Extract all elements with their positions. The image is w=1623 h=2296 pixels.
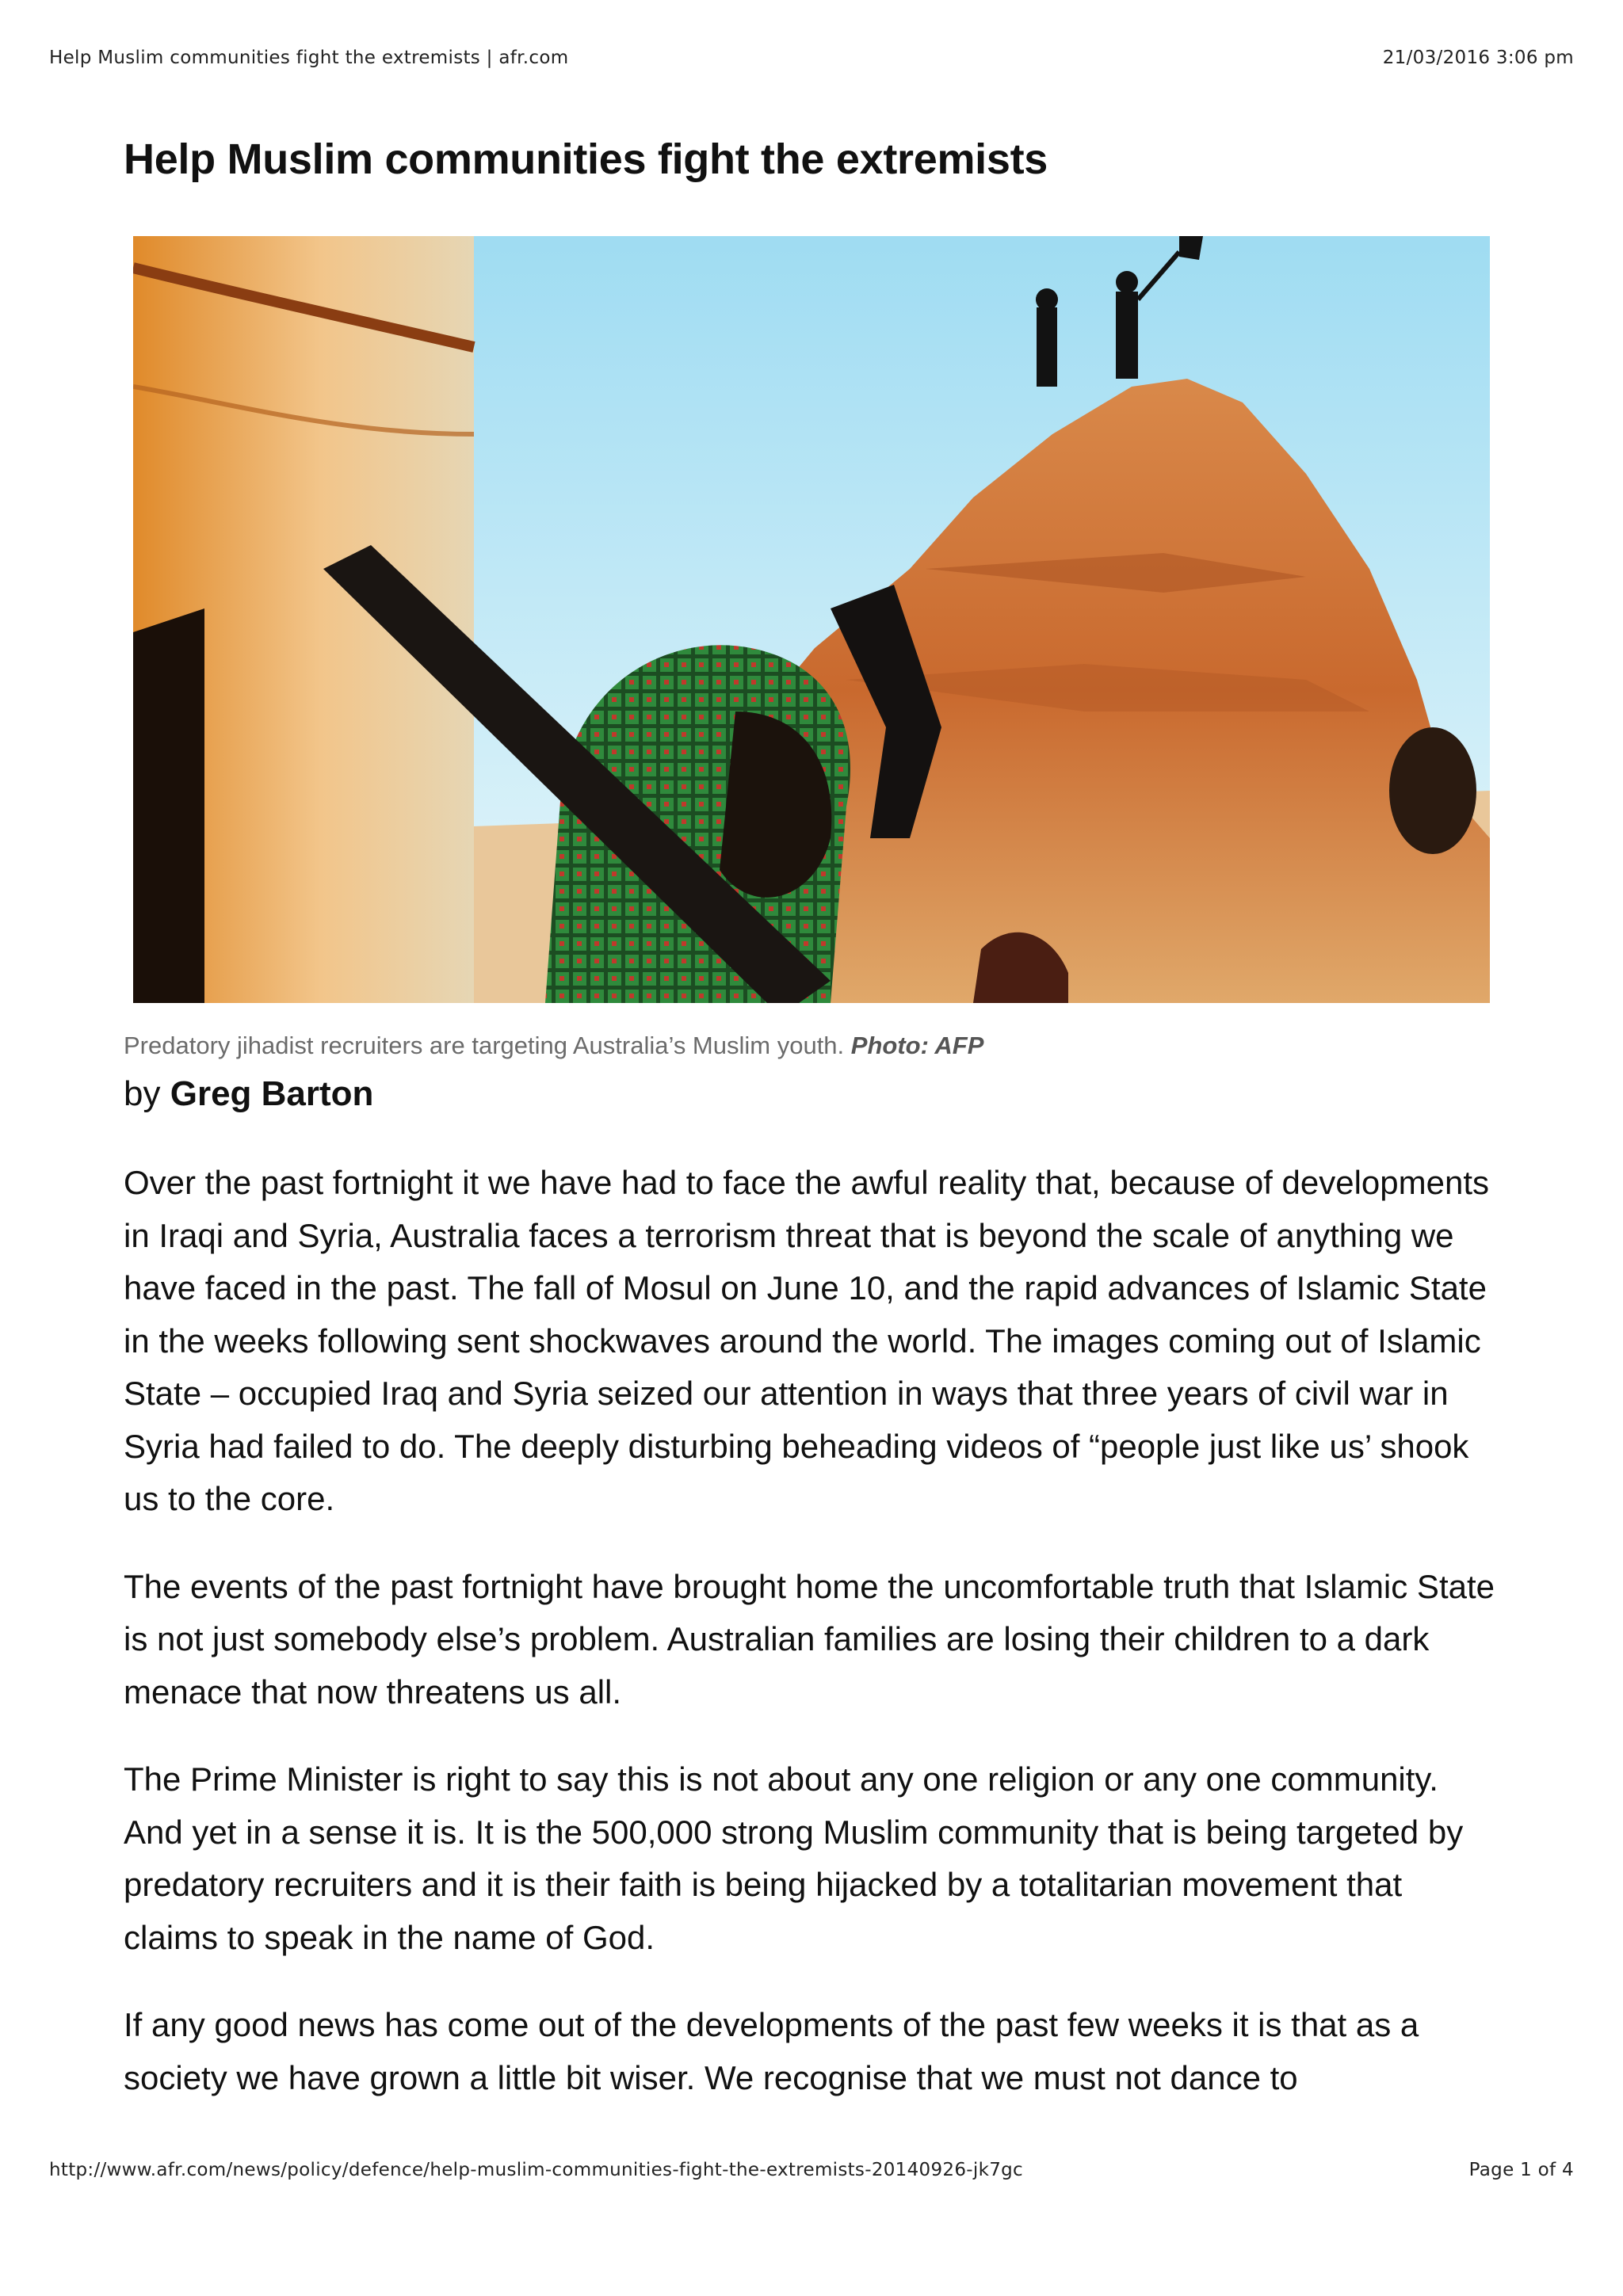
- print-datetime: 21/03/2016 3:06 pm: [1382, 48, 1574, 68]
- byline-prefix: by: [124, 1074, 161, 1113]
- print-footer: [49, 2160, 1574, 2180]
- print-url[interactable]: http://www.afr.com/news/policy/defence/help-muslim-communities-fight-the-extremists-20140926-jk7gc: [49, 2160, 1023, 2180]
- article-paragraph: The events of the past fortnight have brought home the uncomfortable truth that Islamic State is not just somebody else’s problem. Australian families are losing their children to a dark menace that now threatens us all.: [124, 1567, 1495, 1711]
- article-body: [124, 1157, 1503, 2139]
- photo-credit: Photo: AFP: [850, 1032, 984, 1059]
- article-paragraph: If any good news has come out of the developments of the past few weeks it is that as a society we have grown a little bit wiser. We recognise that we must not dance to: [124, 2006, 1419, 2096]
- byline-author[interactable]: Greg Barton: [170, 1074, 374, 1113]
- print-header: [49, 48, 1574, 68]
- byline: [124, 1074, 373, 1114]
- article-headline: Help Muslim communities fight the extremists: [124, 135, 1048, 183]
- photo-caption: [124, 1032, 983, 1060]
- print-page-number: Page 1 of 4: [1468, 2160, 1574, 2180]
- article-photo: [133, 236, 1490, 1003]
- print-page-title: Help Muslim communities fight the extremists | afr.com: [49, 48, 569, 68]
- caption-text: Predatory jihadist recruiters are targeting Australia’s Muslim youth.: [124, 1032, 845, 1059]
- photo-jihadists-on-rock-icon: [133, 236, 1490, 1003]
- article-paragraph: The Prime Minister is right to say this is not about any one religion or any one community. And yet in a sense it is. It is the 500,000 strong Muslim community that is being targeted by predatory recruiters and it is their faith is being hijacked by a totalitarian movement that claims to speak in the name of God.: [124, 1760, 1464, 1956]
- article-paragraph: Over the past fortnight it we have had to face the awful reality that, because of developments in Iraqi and Syria, Australia faces a terrorism threat that is beyond the scale of anything we have faced in the past. The fall of Mosul on June 10, and the rapid advances of Islamic State in the weeks following sent shockwaves around the world. The images coming out of Islamic State – occupied Iraq and Syria seized our attention in ways that three years of civil war in Syria had failed to do. The deeply disturbing beheading videos of “people just like us’ shook us to the core.: [124, 1164, 1490, 1517]
